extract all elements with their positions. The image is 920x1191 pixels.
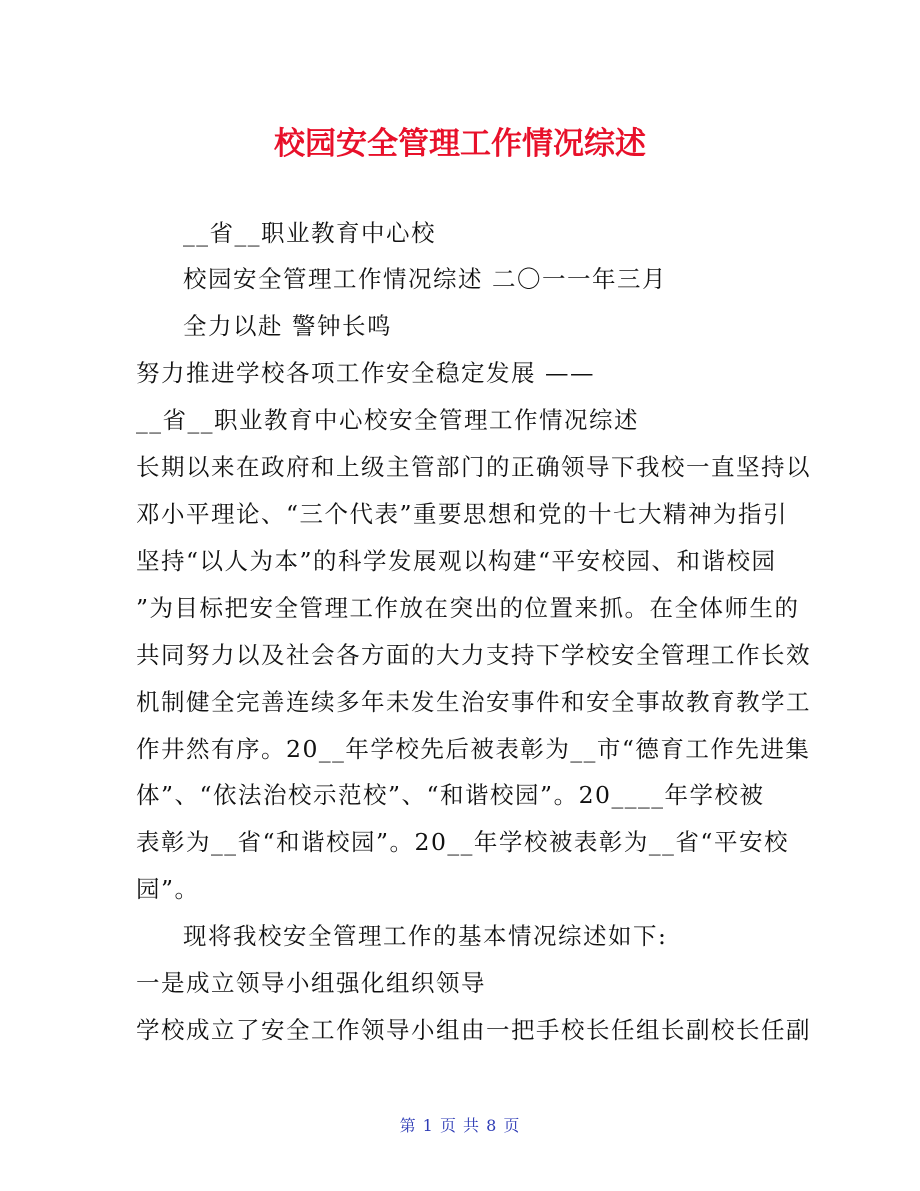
document-title: 校园安全管理工作情况综述 [274,126,646,162]
heading-line: __省__职业教育中心校安全管理工作情况综述 [136,406,639,434]
paragraph-line: ”为目标把安全管理工作放在突出的位置来抓。在全体师生的 [136,594,800,622]
paragraph-line: 长期以来在政府和上级主管部门的正确领导下我校一直坚持以 [136,453,811,481]
page-indicator: 第 1 页 共 8 页 [399,1116,521,1135]
subtitle-date-line: 校园安全管理工作情况综述 二〇一一年三月 [183,265,667,293]
paragraph-line: 学校成立了安全工作领导小组由一把手校长任组长副校长任副 [136,1016,811,1044]
paragraph-line: 体”、“依法治校示范校”、“和谐校园”。20____年学校被 [136,781,765,809]
paragraph-intro-line: 现将我校安全管理工作的基本情况综述如下: [183,922,668,950]
paragraph-line: 共同努力以及社会各方面的大力支持下学校安全管理工作长效 [136,641,811,669]
slogan-line: 全力以赴 警钟长鸣 [183,312,392,340]
paragraph-line: 坚持“以人为本”的科学发展观以构建“平安校园、和谐校园 [136,547,777,575]
section-heading: 一是成立领导小组强化组织领导 [136,969,486,997]
paragraph-line: 机制健全完善连续多年未发生治安事件和安全事故教育教学工 [136,688,811,716]
heading-line: 努力推进学校各项工作安全稳定发展 —— [136,359,595,387]
paragraph-line: 表彰为__省“和谐校园”。20__年学校被表彰为__省“平安校 [136,828,789,856]
paragraph-line: 园”。 [136,875,200,903]
paragraph-line: 作井然有序。20__年学校先后被表彰为__市“德育工作先进集 [136,735,811,763]
school-name-line: __省__职业教育中心校 [183,219,436,247]
paragraph-line: 邓小平理论、“三个代表”重要思想和党的十七大精神为指引 [136,500,789,528]
